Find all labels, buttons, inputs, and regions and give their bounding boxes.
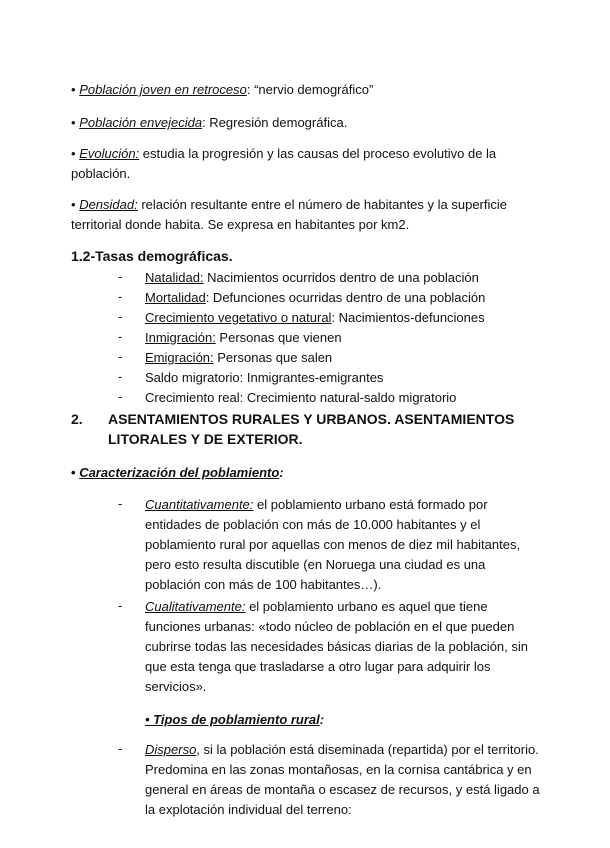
- list-dash: -: [118, 369, 123, 384]
- list-dash: -: [118, 309, 123, 324]
- list-dash: -: [118, 496, 123, 511]
- list-item-emigracion: Emigración: Personas que salen: [145, 350, 333, 365]
- list-item-natalidad: Natalidad: Nacimientos ocurridos dentro de una población: [145, 270, 479, 285]
- bullet-evolucion: • Evolución: estudia la progresión y las causas del proceso evolutivo de la población.: [71, 146, 497, 181]
- list-item-inmigracion: Inmigración: Personas que vienen: [145, 330, 342, 345]
- list-item-crecimiento-vegetativo: Crecimiento vegetativo o natural: Nacimientos-defunciones: [145, 310, 485, 325]
- tipos-heading: • Tipos de poblamiento rural:: [145, 712, 325, 727]
- list-dash: -: [118, 741, 123, 756]
- list-dash: -: [118, 329, 123, 344]
- list-item-crecimiento-real: Crecimiento real: Crecimiento natural-saldo migratorio: [145, 390, 457, 405]
- bullet-poblacion-envejecida: • Población envejecida: Regresión demográfica.: [71, 115, 348, 130]
- list-dash: -: [118, 349, 123, 364]
- list-item-saldo-migratorio: Saldo migratorio: Inmigrantes-emigrantes: [145, 370, 384, 385]
- list-dash: -: [118, 598, 123, 613]
- list-dash: -: [118, 289, 123, 304]
- term-label: Evolución:: [79, 146, 140, 161]
- caracterizacion-heading: • Caracterización del poblamiento:: [71, 465, 284, 480]
- list-dash: -: [118, 269, 123, 284]
- bullet-densidad: • Densidad: relación resultante entre el número de habitantes y la superficie territorial donde habita. Se expresa en habitantes por km2.: [71, 197, 508, 232]
- list-dash: -: [118, 389, 123, 404]
- section-heading-tasas: 1.2-Tasas demográficas.: [71, 248, 233, 264]
- list-item-cuantitativamente: Cuantitativamente: el poblamiento urbano está formado por entidades de población con más de 10.000 habitantes y el poblamiento rural por aquellas con menos de diez mil habitantes, pero esto resulta discutible (en Noruega una ciudad es una población con más de 100 habitantes…).: [145, 497, 521, 592]
- term-label: Población envejecida: [79, 115, 203, 130]
- term-label: Densidad:: [79, 197, 138, 212]
- list-item-disperso: Disperso, si la población está diseminada (repartida) por el territorio. Predomina en las zonas montañosas, en la cornisa cantábrica y en general en áreas de montaña o escasez de recursos, y está ligado a la explotación individual del terreno:: [145, 742, 540, 817]
- term-label: Población joven en retroceso: [79, 82, 247, 97]
- section-heading-asentamientos: ASENTAMIENTOS RURALES Y URBANOS. ASENTAMIENTOS LITORALES Y DE EXTERIOR.: [108, 411, 515, 447]
- list-item-cualitativamente: Cualitativamente: el poblamiento urbano es aquel que tiene funciones urbanas: «todo núcleo de población en el que pueden cubrirse todas las necesidades básicas diarias de la población, sin que esta tenga que trasladarse a otro lugar para adquirir los servicios».: [145, 599, 528, 694]
- bullet-poblacion-joven: • Población joven en retroceso: “nervio demográfico”: [71, 82, 374, 97]
- list-item-mortalidad: Mortalidad: Defunciones ocurridas dentro de una población: [145, 290, 486, 305]
- section-number: 2.: [71, 411, 83, 427]
